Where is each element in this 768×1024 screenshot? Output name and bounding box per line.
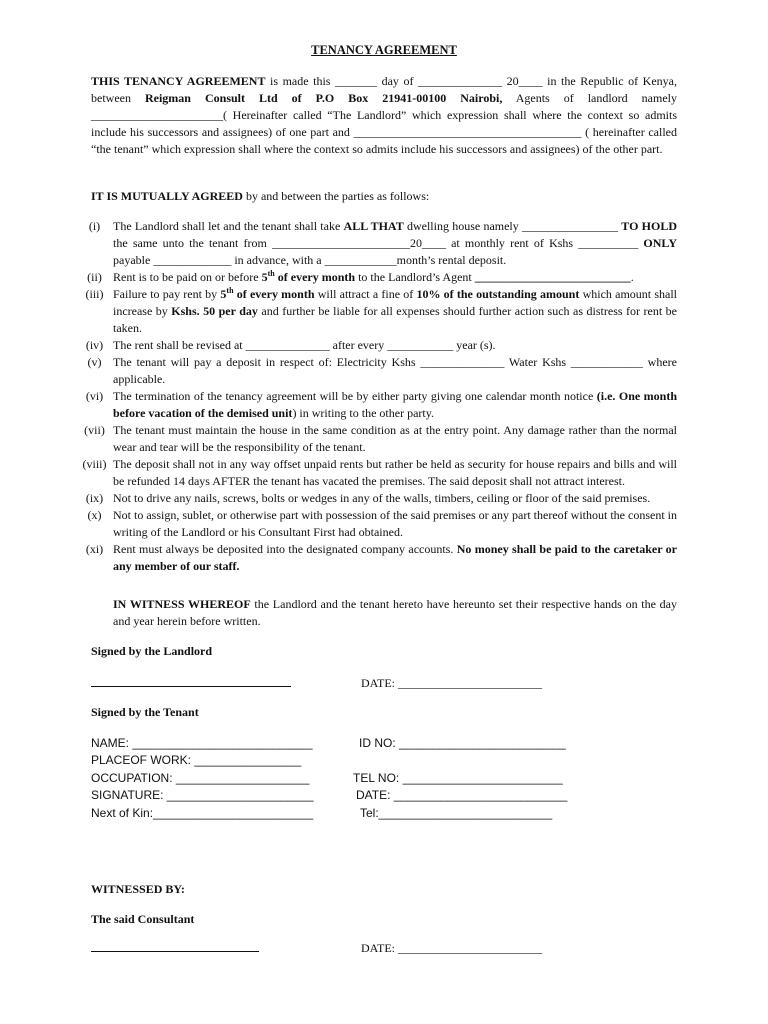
tenant-heading: Signed by the Tenant (91, 705, 199, 719)
clause-text-part: of every month (233, 287, 315, 301)
consultant-signature-line[interactable] (91, 951, 259, 952)
clause-item (76, 354, 677, 388)
agreed-paragraph (91, 188, 677, 205)
clause-item (76, 337, 677, 354)
clause-text-part: of every month (274, 270, 356, 284)
clause-text-part: The tenant will pay a deposit in respect of: Electricity Kshs ______________ Water Kshs ____________ where applicable. (113, 355, 677, 386)
clause-number: (x) (87, 508, 102, 522)
clause-text-part: Kshs. 50 per day (171, 304, 258, 318)
clause-text-part: . (630, 270, 634, 284)
clause-number: (vii) (84, 423, 105, 437)
clause-item (76, 269, 677, 286)
clause-text-part: 10% of the outstanding amount (416, 287, 580, 301)
clause-number: (v) (87, 355, 102, 369)
clause-item (76, 286, 677, 337)
clause-item (76, 388, 677, 422)
clause-text-part: (i.e. One month before vacation of the demised unit (113, 389, 677, 420)
clause-text (113, 286, 677, 337)
clause-item (76, 541, 677, 575)
clause-text-part: th (226, 286, 234, 295)
clause-number: (viii) (82, 457, 107, 471)
clause-number: (iv) (85, 338, 104, 352)
tenant-name-field[interactable]: NAME: ___________________________ (91, 736, 313, 750)
clause-text-part: The Landlord shall let and the tenant shall take (113, 219, 344, 233)
intro-text-1: is made this _______ day of ______________ 20____ in the Republic of Kenya, between (91, 74, 677, 105)
tenant-placeofwork-field[interactable]: PLACEOF WORK: ________________ (91, 753, 302, 767)
tenant-next-of-kin-field[interactable]: Next of Kin:________________________ (91, 806, 314, 820)
clause-text-part: to the Landlord’s Agent (355, 270, 475, 284)
clause-text-part: The tenant must maintain the house in the same condition as at the entry point. Any damage rather than the normal wear and tear will be the responsibility of the tenant. (113, 423, 677, 454)
clause-text-part: ALL THAT (343, 219, 404, 233)
clause-text-part: TO HOLD (621, 219, 677, 233)
agreed-bold: IT IS MUTUALLY AGREED (91, 189, 243, 203)
clause-text (113, 422, 677, 456)
clause-item (76, 490, 677, 507)
agreed-text: by and between the parties as follows: (242, 189, 430, 203)
tenant-tel-no-field[interactable]: TEL NO: ________________________ (353, 771, 563, 785)
clause-text-part: will attract a fine of (314, 287, 417, 301)
clauses-list (76, 218, 677, 575)
clause-text-part: ONLY (643, 236, 677, 250)
clause-text (113, 269, 677, 286)
clause-text-part: __________________________ (474, 270, 631, 284)
tenant-id-field[interactable]: ID NO: _________________________ (359, 736, 566, 750)
witness-bold: IN WITNESS WHEREOF (113, 597, 251, 611)
witnessed-heading: WITNESSED BY: (91, 882, 185, 896)
clause-text (113, 507, 677, 541)
tenant-occupation-field[interactable]: OCCUPATION: ____________________ (91, 771, 310, 785)
tenant-signature-field[interactable]: SIGNATURE: ______________________ (91, 788, 314, 802)
clause-text-part: Not to drive any nails, screws, bolts or wedges in any of the walls, timbers, ceiling or floor of the said premises. (113, 491, 651, 505)
clause-text-part: The termination of the tenancy agreement will be by either party giving one calendar month notice (113, 389, 597, 403)
landlord-signature-line[interactable] (91, 686, 291, 687)
clause-text (113, 456, 677, 490)
clause-text-part: and further be liable for all expenses should further action such as distress for rent be taken. (113, 304, 677, 335)
witness-paragraph (113, 596, 677, 630)
consultant-heading: The said Consultant (91, 912, 195, 926)
tenant-kin-tel-field[interactable]: Tel:__________________________ (360, 806, 553, 820)
tenant-date-field[interactable]: DATE: __________________________ (356, 788, 568, 802)
clause-text-part: The deposit shall not in any way offset unpaid rents but rather be held as security for house repairs and bills and will be refunded 14 days AFTER the tenant has vacated the premises. The said deposit shall not attract interest. (113, 457, 677, 488)
clause-item (76, 218, 677, 269)
clause-text-part: dwelling house namely ________________ (403, 219, 622, 233)
clause-text-part: The rent shall be revised at ______________ after every ___________ year (s). (113, 338, 496, 352)
intro-paragraph (91, 73, 677, 158)
clause-number: (ii) (87, 270, 102, 284)
clause-text-part: 5 (261, 270, 268, 284)
clause-text (113, 218, 677, 269)
clause-text (113, 388, 677, 422)
document-title: TENANCY AGREEMENT (311, 43, 457, 57)
consultant-date: DATE: ________________________ (361, 941, 542, 955)
clause-text-part: Rent must always be deposited into the designated company accounts. (113, 542, 457, 556)
clause-text-part: Not to assign, sublet, or otherwise part with possession of the said premises or any part thereof without the consent in writing of the Landlord or his Consultant First had obtained. (113, 508, 677, 539)
clause-text-part: No money shall be paid to the caretaker or any member of our staff. (113, 542, 677, 573)
clause-text-part: 5 (220, 287, 227, 301)
clause-text (113, 354, 677, 388)
clause-item (76, 422, 677, 456)
clause-text (113, 337, 677, 354)
clause-text-part: Failure to pay rent by (113, 287, 221, 301)
clause-text-part: the same unto the tenant from _______________________20____ at monthly rent of Kshs __________ (113, 236, 644, 250)
clause-text (113, 490, 677, 507)
clause-number: (xi) (85, 542, 104, 556)
clause-text-part: ) in writing to the other party. (292, 406, 434, 420)
intro-lead: THIS TENANCY AGREEMENT (91, 74, 266, 88)
clause-number: (iii) (85, 287, 104, 301)
clause-text-part: th (267, 269, 275, 278)
clause-text-part: payable _____________ in advance, with a ____________month’s rental deposit. (113, 253, 507, 267)
clause-item (76, 507, 677, 541)
landlord-date: DATE: ________________________ (361, 676, 542, 690)
clause-text-part: Rent is to be paid on or before (113, 270, 262, 284)
company-name: Reigman Consult Ltd of P.O Box 21941-00100 Nairobi, (144, 91, 503, 105)
clause-number: (vi) (85, 389, 104, 403)
clause-number: (i) (88, 219, 101, 233)
landlord-heading: Signed by the Landlord (91, 644, 213, 658)
clause-text (113, 541, 677, 575)
witness-text: the Landlord and the tenant hereto have hereunto set their respective hands on the day and year herein before written. (113, 597, 677, 628)
clause-text-part: which amount shall increase by (113, 287, 677, 318)
intro-text-2: Agents of landlord namely ______________________( Hereinafter called “The Landlord” which expression shall where the context so admits include his successors and assignees) of one part and ______________________________________ ( hereinafter called “the tenant” which expression shall where the context so admits include his successors and assignees) of the other part. (91, 91, 678, 156)
clause-item (76, 456, 677, 490)
clause-number: (ix) (85, 491, 104, 505)
